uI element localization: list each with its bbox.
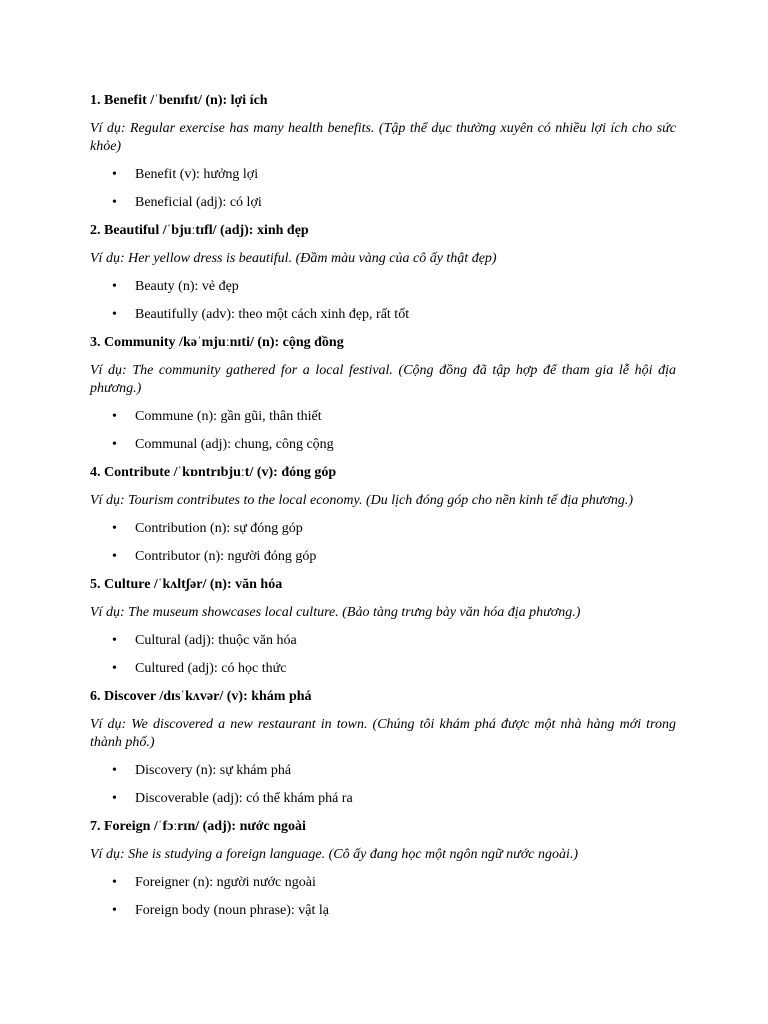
derived-word: Commune (n): gần gũi, thân thiết	[135, 409, 322, 424]
entry-heading: 1. Benefit /ˈbenɪfɪt/ (n): lợi ích	[90, 93, 268, 108]
derived-words-list	[90, 166, 676, 212]
list-item	[90, 902, 676, 920]
derived-word: Benefit (v): hưởng lợi	[135, 167, 259, 182]
derived-word: Foreign body (noun phrase): vật lạ	[135, 903, 330, 918]
list-item	[90, 166, 676, 184]
bullet-icon: •	[112, 195, 117, 210]
derived-word: Discovery (n): sự khám phá	[135, 763, 292, 778]
derived-word: Communal (adj): chung, công cộng	[135, 437, 334, 452]
bullet-icon: •	[112, 549, 117, 564]
derived-word: Discoverable (adj): có thể khám phá ra	[135, 791, 353, 806]
bullet-icon: •	[112, 791, 117, 806]
entry-example: Ví dụ: Her yellow dress is beautiful. (Đầm màu vàng của cô ấy thật đẹp)	[90, 251, 497, 266]
derived-word: Contribution (n): sự đóng góp	[135, 521, 303, 536]
entry-heading: 2. Beautiful /ˈbjuːtɪfl/ (adj): xinh đẹp	[90, 223, 309, 238]
bullet-icon: •	[112, 279, 117, 294]
list-item	[90, 660, 676, 678]
derived-words-list	[90, 278, 676, 324]
vocab-entry-culture	[90, 576, 676, 678]
vocab-entry-foreign	[90, 818, 676, 920]
bullet-icon: •	[112, 875, 117, 890]
entry-example: Ví dụ: She is studying a foreign language. (Cô ấy đang học một ngôn ngữ nước ngoài.)	[90, 847, 579, 862]
derived-word: Beauty (n): vẻ đẹp	[135, 279, 239, 294]
bullet-icon: •	[112, 437, 117, 452]
list-item	[90, 790, 676, 808]
entry-example: Ví dụ: We discovered a new restaurant in town. (Chúng tôi khám phá được một nhà hàng mới trong thành phố.)	[90, 717, 676, 750]
list-item	[90, 436, 676, 454]
bullet-icon: •	[112, 903, 117, 918]
list-item	[90, 874, 676, 892]
derived-word: Beautifully (adv): theo một cách xinh đẹp, rất tốt	[135, 307, 410, 322]
bullet-icon: •	[112, 167, 117, 182]
entry-example: Ví dụ: The community gathered for a local festival. (Cộng đồng đã tập hợp để tham gia lễ hội địa phương.)	[90, 363, 676, 396]
derived-words-list	[90, 874, 676, 920]
derived-word: Foreigner (n): người nước ngoài	[135, 875, 316, 890]
list-item	[90, 408, 676, 426]
list-item	[90, 306, 676, 324]
bullet-icon: •	[112, 307, 117, 322]
list-item	[90, 762, 676, 780]
vocab-entry-benefit	[90, 92, 676, 212]
vocab-entry-beautiful	[90, 222, 676, 324]
bullet-icon: •	[112, 409, 117, 424]
derived-word: Beneficial (adj): có lợi	[135, 195, 262, 210]
bullet-icon: •	[112, 661, 117, 676]
derived-words-list	[90, 520, 676, 566]
list-item	[90, 632, 676, 650]
entry-heading: 5. Culture /ˈkʌltʃər/ (n): văn hóa	[90, 577, 283, 592]
derived-words-list	[90, 408, 676, 454]
entry-heading: 3. Community /kəˈmjuːnɪti/ (n): cộng đồng	[90, 335, 344, 350]
bullet-icon: •	[112, 521, 117, 536]
bullet-icon: •	[112, 763, 117, 778]
vocab-entry-community	[90, 334, 676, 454]
entry-example: Ví dụ: Tourism contributes to the local economy. (Du lịch đóng góp cho nền kinh tế địa phương.)	[90, 493, 634, 508]
list-item	[90, 194, 676, 212]
list-item	[90, 278, 676, 296]
derived-word: Cultured (adj): có học thức	[135, 661, 287, 676]
entry-heading: 6. Discover /dɪsˈkʌvər/ (v): khám phá	[90, 689, 312, 704]
entry-heading: 7. Foreign /ˈfɔːrɪn/ (adj): nước ngoài	[90, 819, 306, 834]
list-item	[90, 520, 676, 538]
vocab-entry-contribute	[90, 464, 676, 566]
vocab-entry-discover	[90, 688, 676, 808]
entry-example: Ví dụ: Regular exercise has many health benefits. (Tập thể dục thường xuyên có nhiều lợi ích cho sức khỏe)	[90, 121, 676, 154]
derived-words-list	[90, 632, 676, 678]
list-item	[90, 548, 676, 566]
entry-example: Ví dụ: The museum showcases local culture. (Bảo tàng trưng bày văn hóa địa phương.)	[90, 605, 581, 620]
derived-word: Cultural (adj): thuộc văn hóa	[135, 633, 297, 648]
bullet-icon: •	[112, 633, 117, 648]
derived-word: Contributor (n): người đóng góp	[135, 549, 317, 564]
derived-words-list	[90, 762, 676, 808]
entry-heading: 4. Contribute /ˈkɒntrɪbjuːt/ (v): đóng góp	[90, 465, 337, 480]
